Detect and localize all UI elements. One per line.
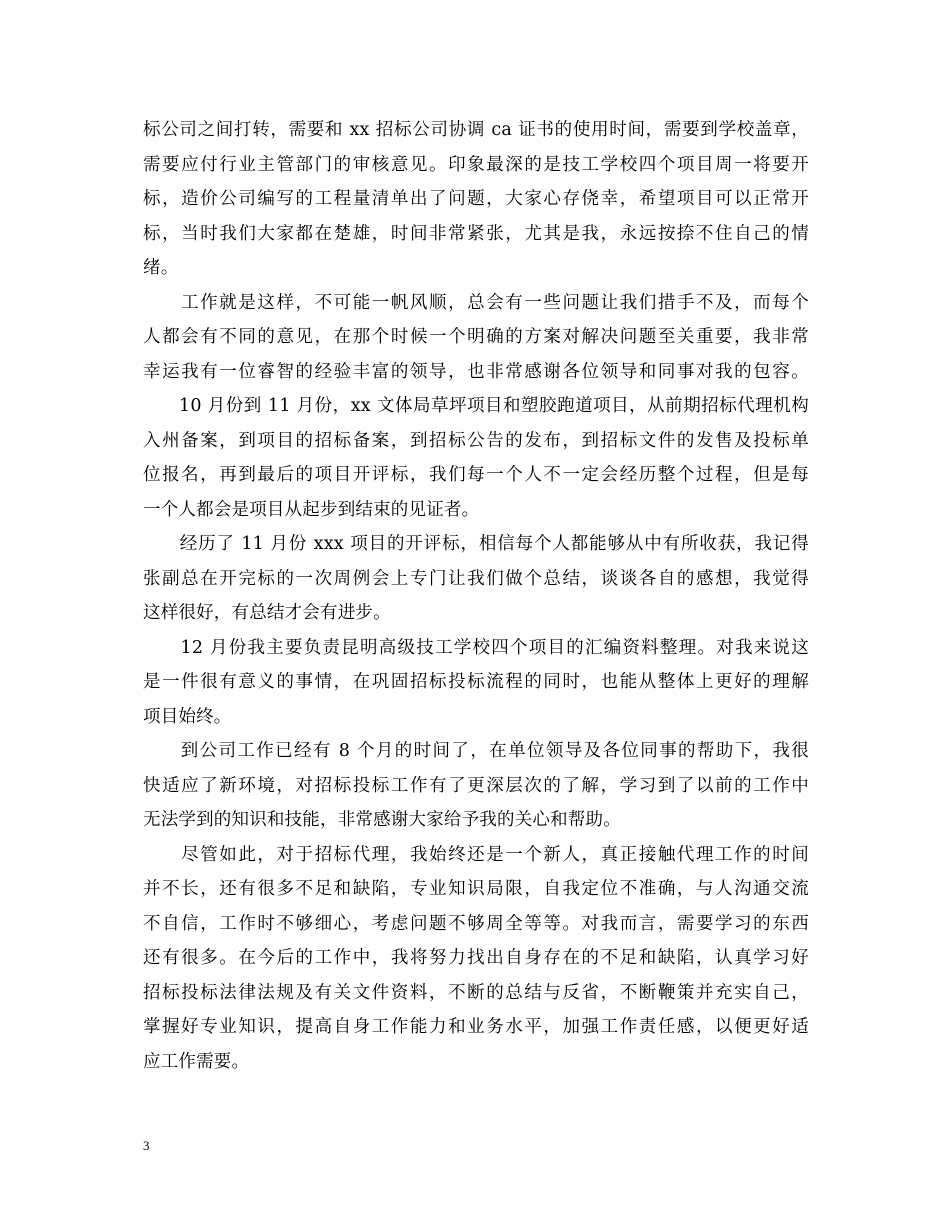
text-line: 需要应付行业主管部门的审核意见。印象最深的是技工学校四个项目周一将要开 — [143, 154, 809, 175]
text-line: 无法学到的知识和技能，非常感谢大家给予我的关心和帮助。 — [143, 810, 621, 830]
text-line: 不自信，工作时不够细心，考虑问题不够周全等等。对我而言，需要学习的东西 — [143, 913, 809, 934]
text-line: 这样很好，有总结才会有进步。 — [143, 603, 391, 623]
text-line: 并不长，还有很多不足和缺陷，专业知识局限，自我定位不准确，与人沟通交流 — [143, 879, 809, 899]
text-line: 到公司工作已经有 8 个月的时间了，在单位领导及各位同事的帮助下，我很 — [143, 741, 809, 761]
text-line: 标，当时我们大家都在楚雄，时间非常紧张，尤其是我，永远按捺不住自己的情 — [143, 223, 809, 244]
page-number: 3 — [143, 1138, 150, 1153]
text-line: 入州备案，到项目的招标备案，到招标公告的发布，到招标文件的发售及投标单 — [143, 430, 809, 451]
text-line: 12 月份我主要负责昆明高级技工学校四个项目的汇编资料整理。对我来说这 — [143, 637, 809, 658]
text-line: 位报名，再到最后的项目开评标，我们每一个人不一定会经历整个过程，但是每 — [143, 465, 809, 485]
text-line: 幸运我有一位睿智的经验丰富的领导，也非常感谢各位领导和同事对我的包容。 — [143, 361, 809, 382]
text-line: 张副总在开完标的一次周例会上专门让我们做个总结，谈谈各自的感想，我觉得 — [143, 568, 809, 589]
text-line: 标，造价公司编写的工程量清单出了问题，大家心存侥幸，希望项目可以正常开 — [143, 189, 809, 209]
text-line: 还有很多。在今后的工作中，我将努力找出自身存在的不足和缺陷，认真学习好 — [143, 948, 809, 968]
text-line: 标公司之间打转，需要和 xx 招标公司协调 ca 证书的使用时间，需要到学校盖章， — [143, 120, 809, 140]
text-line: 一个人都会是项目从起步到结束的见证者。 — [143, 499, 480, 520]
text-line: 经历了 11 月份 xxx 项目的开评标，相信每个人都能够从中有所收获，我记得 — [143, 534, 809, 554]
text-line: 招标投标法律法规及有关文件资料，不断的总结与反省，不断鞭策并充实自己， — [143, 982, 809, 1003]
text-line: 尽管如此，对于招标代理，我始终还是一个新人，真正接触代理工作的时间 — [143, 844, 809, 865]
text-line: 是一件很有意义的事情，在巩固招标投标流程的同时，也能从整体上更好的理解 — [143, 672, 809, 692]
text-line: 应工作需要。 — [143, 1051, 250, 1072]
text-line: 项目始终。 — [143, 706, 232, 727]
text-line: 人都会有不同的意见，在那个时候一个明确的方案对解决问题至关重要，我非常 — [143, 327, 809, 347]
text-line: 掌握好专业知识，提高自身工作能力和业务水平，加强工作责任感，以便更好适 — [143, 1017, 809, 1037]
text-line: 快适应了新环境，对招标投标工作有了更深层次的了解，学习到了以前的工作中 — [143, 775, 809, 796]
text-line: 工作就是这样，不可能一帆风顺，总会有一些问题让我们措手不及，而每个 — [143, 292, 809, 313]
text-line: 绪。 — [143, 258, 179, 278]
document-body — [143, 113, 809, 1079]
text-line: 10 月份到 11 月份，xx 文体局草坪项目和塑胶跑道项目，从前期招标代理机构 — [143, 396, 809, 416]
